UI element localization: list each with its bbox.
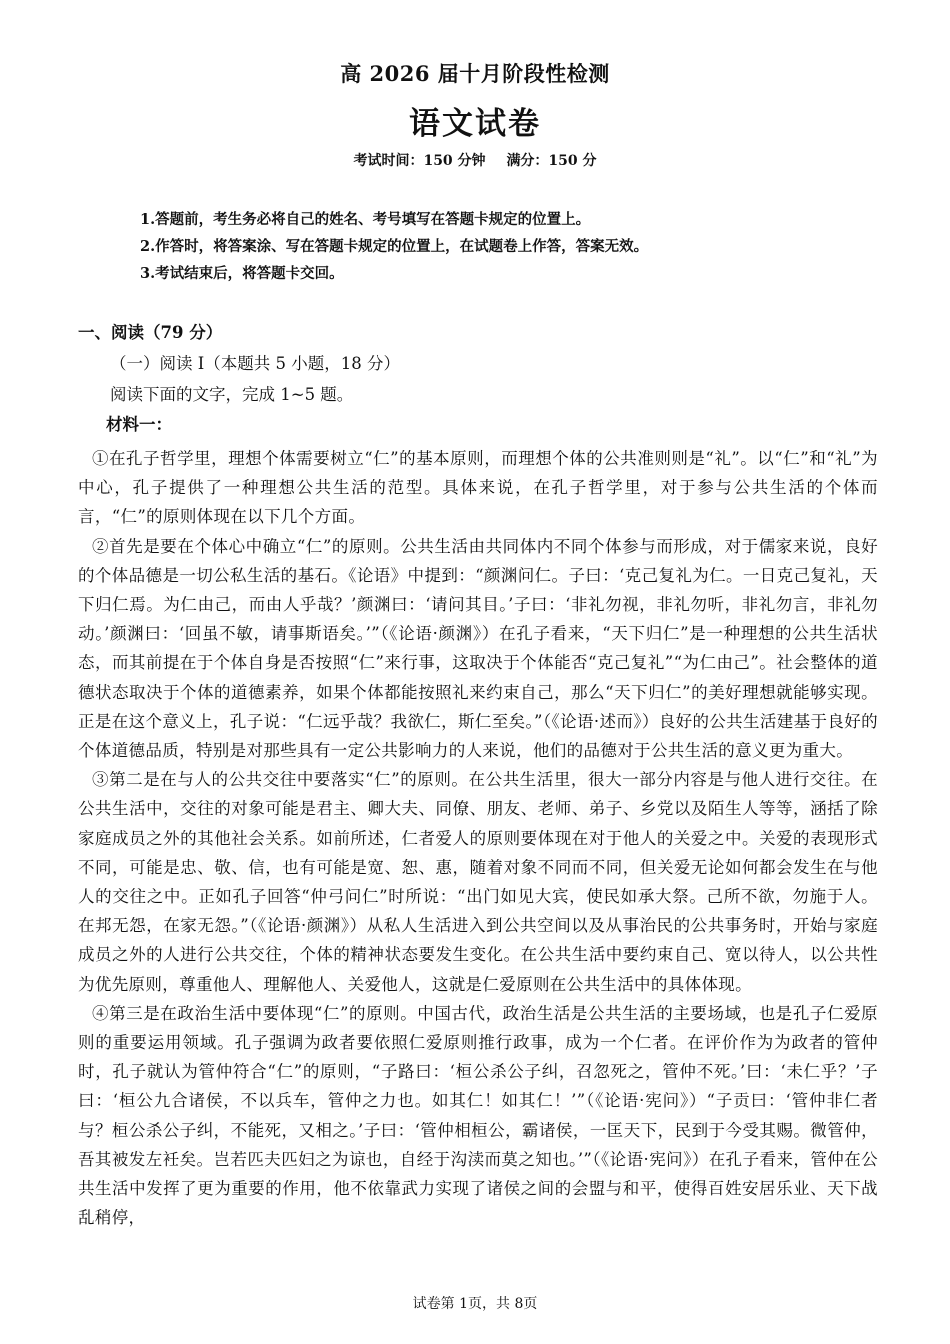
notice-item: 1.答题前，考生务必将自己的姓名、考号填写在答题卡规定的位置上。 — [140, 211, 591, 228]
subject-title: 语文试卷 — [409, 106, 541, 142]
notice-item: 2.作答时，将答案涂、写在答题卡规定的位置上，在试题卷上作答，答案无效。 — [140, 238, 649, 255]
notice-list — [140, 206, 860, 287]
article-body — [78, 444, 878, 1232]
paragraph-3: ③第二是在与人的公共交往中要落实“仁”的原则。在公共生活里，很大一部分内容是与他人进行交往。在公共生活中，交往的对象可能是君主、卿大夫、同僚、朋友、老师、弟子、乡党以及陌生人等等，涵括了除家庭成员之外的其他社会关系。如前所述，仁者爱人的原则要体现在对于他人的关爱之中。关爱的表现形式不同，可能是忠、敬、信，也有可能是宽、恕、惠，随着对象不同而不同，但关爱无论如何都会发生在与他人的交往之中。正如孔子回答“仲弓问仁”时所说：“出门如见大宾，使民如承大祭。己所不欲，勿施于人。在邦无怨，在家无怨。”（《论语·颜渊》）从私人生活进入到公共空间以及从事治民的公共事务时，开始与家庭成员之外的人进行公共交往，个体的精神状态要发生变化。在公共生活中要约束自己、宽以待人，以公共性为优先原则，尊重他人、理解他人、关爱他人，这就是仁爱原则在公共生活中的具体体现。 — [78, 770, 878, 994]
exam-meta — [0, 150, 950, 170]
paragraph-1: ①在孔子哲学里，理想个体需要树立“仁”的基本原则，而理想个体的公共准则则是“礼”。以“仁”和“礼”为中心，孔子提供了一种理想公共生活的范型。具体来说，在孔子哲学里，对于参与公共生活的个体而言，“仁”的原则体现在以下几个方面。 — [78, 449, 878, 527]
section-heading: 一、阅读（79 分） — [78, 323, 223, 342]
notice-item: 3.考试结束后，将答题卡交回。 — [140, 265, 344, 282]
material-label: 材料一： — [106, 415, 172, 434]
exam-title: 高 2026 届十月阶段性检测 — [340, 61, 610, 86]
exam-score: 满分：150 分 — [506, 153, 597, 169]
sub-section-heading: （一）阅读 I（本题共 5 小题，18 分） — [110, 354, 400, 373]
paragraph-4: ④第三是在政治生活中要体现“仁”的原则。中国古代，政治生活是公共生活的主要场域，也是孔子仁爱原则的重要运用领域。孔子强调为政者要依照仁爱原则推行政事，成为一个仁者。在评价作为为政者的管仲时，孔子就认为管仲符合“仁”的原则，“子路曰：‘桓公杀公子纠，召忽死之，管仲不死。’曰：‘未仁乎？’子曰：‘桓公九合诸侯，不以兵车，管仲之力也。如其仁！如其仁！’”（《论语·宪问》）“子贡曰：‘管仲非仁者与？桓公杀公子纠，不能死，又相之。’子曰：‘管仲相桓公，霸诸侯，一匡天下，民到于今受其赐。微管仲，吾其被发左衽矣。岂若匹夫匹妇之为谅也，自经于沟渎而莫之知也。’”（《论语·宪问》）在孔子看来，管仲在公共生活中发挥了更为重要的作用，他不依靠武力实现了诸侯之间的会盟与和平，使得百姓安居乐业、天下战乱稍停， — [78, 1003, 878, 1228]
exam-time: 考试时间：150 分钟 — [353, 153, 486, 169]
page-footer: 试卷第 1页，共 8页 — [412, 1296, 538, 1312]
paragraph-2: ②首先是要在个体心中确立“仁”的原则。公共生活由共同体内不同个体参与而形成，对于儒家来说，良好的个体品德是一切公私生活的基石。《论语》中提到：“颜渊问仁。子曰：‘克己复礼为仁。一日克己复礼，天下归仁焉。为仁由己，而由人乎哉？’颜渊曰：‘请问其目。’子曰：‘非礼勿视，非礼勿听，非礼勿言，非礼勿动。’颜渊曰：‘回虽不敏，请事斯语矣。’”（《论语·颜渊》）在孔子看来，“天下归仁”是一种理想的公共生活状态，而其前提在于个体自身是否按照“仁”来行事，这取决于个体能否“克己复礼”“为仁由己”。社会整体的道德状态取决于个体的道德素养，如果个体都能按照礼来约束自己，那么“天下归仁”的美好理想就能够实现。正是在这个意义上，孔子说：“仁远乎哉？我欲仁，斯仁至矣。”（《论语·述而》）良好的公共生活建基于良好的个体道德品质，特别是对那些具有一定公共影响力的人来说，他们的品德对于公共生活的意义更为重大。 — [78, 536, 878, 761]
instruction-text: 阅读下面的文字，完成 1~5 题。 — [110, 385, 354, 404]
